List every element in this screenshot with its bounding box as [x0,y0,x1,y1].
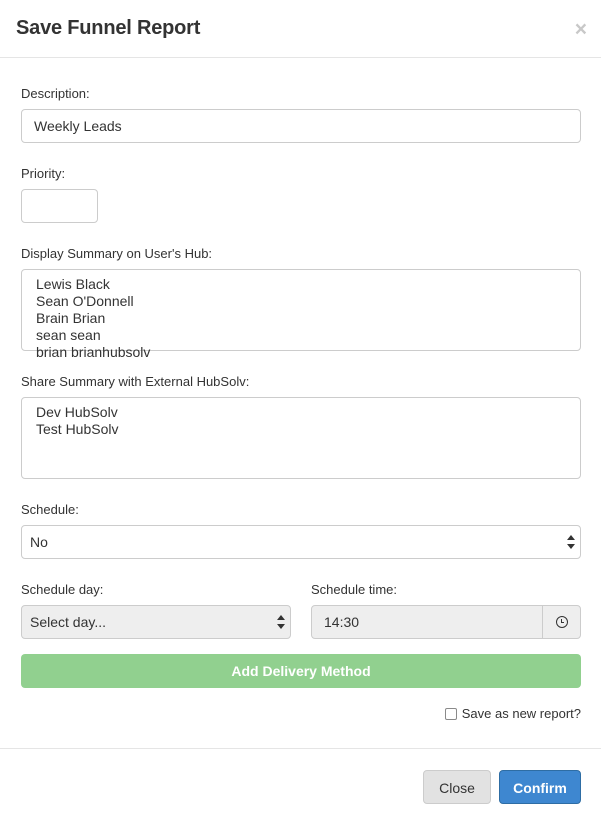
share-summary-multiselect[interactable] [21,397,581,479]
save-as-new-checkbox[interactable] [445,708,457,720]
schedule-time-label: Schedule time: [311,582,397,597]
confirm-button[interactable]: Confirm [499,770,581,804]
user-option[interactable]: Sean O'Donnell [36,293,134,309]
description-input[interactable]: Weekly Leads [21,109,581,143]
description-label: Description: [21,86,90,101]
modal-footer [0,748,601,826]
schedule-time-input[interactable]: 14:30 [311,605,543,639]
save-as-new-option[interactable] [445,706,581,721]
priority-input[interactable] [21,189,98,223]
schedule-day-label: Schedule day: [21,582,104,597]
modal-title: Save Funnel Report [16,17,201,39]
chevron-up-down-icon [567,535,575,549]
hubsolv-option[interactable]: Dev HubSolv [36,404,118,420]
display-summary-multiselect[interactable] [21,269,581,360]
clock-icon [556,616,568,628]
user-option[interactable]: Brain Brian [36,310,106,326]
schedule-day-value: Select day... [30,614,107,630]
hubsolv-option[interactable]: Test HubSolv [36,421,119,437]
schedule-day-select[interactable] [21,605,291,639]
display-summary-label: Display Summary on User's Hub: [21,246,213,261]
user-option[interactable]: Lewis Black [36,276,110,292]
chevron-up-down-icon [277,615,285,629]
close-button[interactable]: Close [423,770,491,804]
add-delivery-method-button[interactable]: Add Delivery Method [21,654,581,688]
clock-button[interactable] [542,605,581,639]
close-icon[interactable]: × [574,18,587,41]
save-as-new-label: Save as new report? [461,706,581,721]
share-summary-label: Share Summary with External HubSolv: [21,374,250,389]
schedule-label: Schedule: [21,502,79,517]
priority-label: Priority: [21,166,66,181]
modal-header [0,0,601,58]
user-option[interactable]: sean sean [36,327,101,343]
schedule-value: No [30,534,48,550]
user-option[interactable]: brian brianhubsolv [36,344,151,360]
schedule-select[interactable] [21,525,581,559]
